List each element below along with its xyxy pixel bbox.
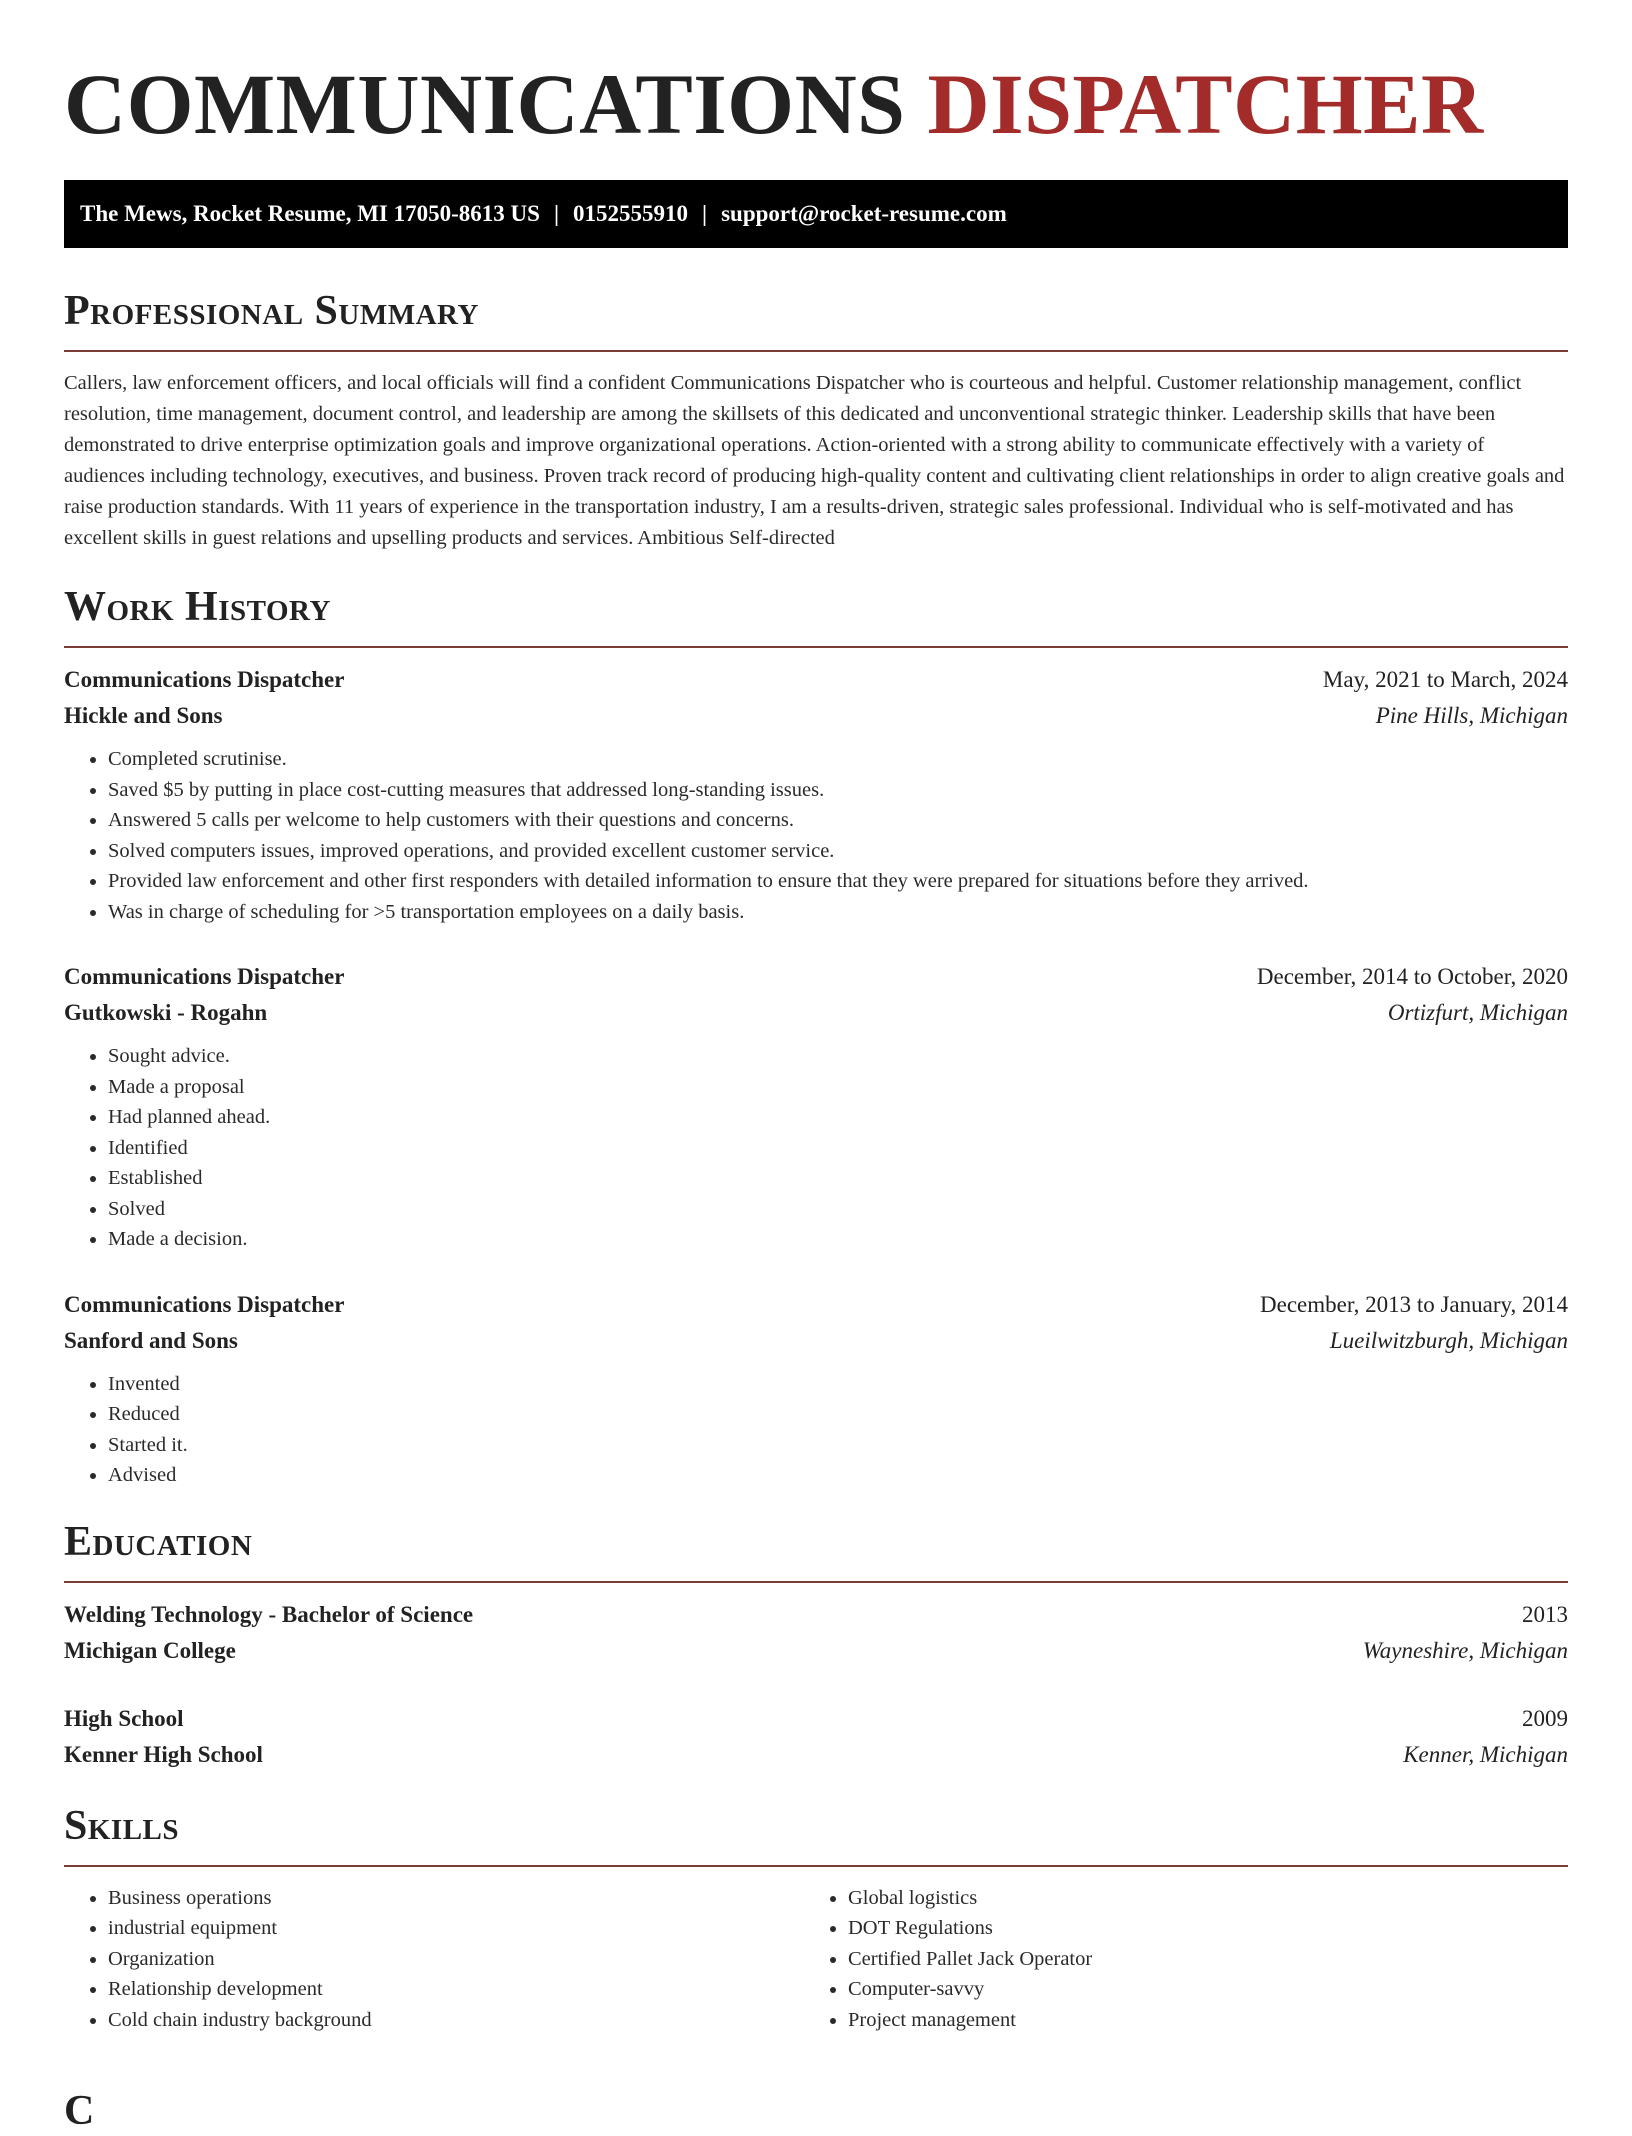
work-section <box>64 582 1568 1491</box>
education-degree: Welding Technology - Bachelor of Science <box>64 1601 474 1627</box>
list-item: • DOT Regulations <box>848 1913 1544 1944</box>
section-title-partial: C <box>64 2088 95 2134</box>
resume-name-heading <box>64 0 1568 152</box>
list-item: • Global logistics <box>848 1883 1544 1914</box>
job-entry <box>64 959 1568 1255</box>
job-company: Sanford and Sons <box>64 1327 238 1353</box>
list-item: • Sought advice. <box>108 1041 1568 1072</box>
contact-bar <box>64 180 1568 248</box>
education-entry <box>64 1701 1568 1773</box>
skills-list-right <box>804 1883 1544 2036</box>
list-item: • Solved <box>108 1194 1568 1225</box>
job-bullets <box>64 1369 1568 1491</box>
summary-text: Callers, law enforcement officers, and local officials will find a confident Communications Dispatcher who is courteous and helpful. Customer relationship management, conflict resolution, time management, document control, and leadership are among the skillsets of this dedicated and unconventional strategic thinker. Leadership skills that have been demonstrated to drive enterprise optimization goals and improve organizational operations. Action-oriented with a strong ability to communicate effectively with a variety of audiences including technology, executives, and business. Proven track record of producing high-quality content and cultivating client relationships in order to align creative goals and raise production standards. With 11 years of experience in the transportation industry, I am a results-driven, strategic sales professional. Individual who is self-motivated and has excellent skills in guest relations and upselling products and services. Ambitious Self-directed <box>64 372 1565 549</box>
section-title-skills: Skills <box>64 1802 180 1849</box>
job-dates: May, 2021 to March, 2024 <box>1322 667 1568 692</box>
section-title-summary: Professional Summary <box>64 288 479 334</box>
list-item: • Made a proposal <box>108 1072 1568 1103</box>
list-item: • Answered 5 calls per welcome to help customers with their questions and concerns. <box>108 805 1568 836</box>
job-header-row <box>64 959 1568 995</box>
job-bullets <box>64 744 1568 927</box>
list-item: • Business operations <box>108 1883 804 1914</box>
education-entry <box>64 1597 1568 1669</box>
list-item: • Certified Pallet Jack Operator <box>848 1944 1544 1975</box>
list-item: • Had planned ahead. <box>108 1102 1568 1133</box>
job-company: Hickle and Sons <box>64 703 223 728</box>
education-degree: High School <box>64 1705 184 1731</box>
list-item: • Established <box>108 1163 1568 1194</box>
list-item: • Identified <box>108 1133 1568 1164</box>
job-header-row <box>64 662 1568 698</box>
list-item: • Organization <box>108 1944 804 1975</box>
contact-address: The Mews, Rocket Resume, MI 17050-8613 US <box>80 201 540 226</box>
list-item: • Project management <box>848 2005 1544 2036</box>
job-dates: December, 2013 to January, 2014 <box>1260 1291 1568 1317</box>
job-role: Communications Dispatcher <box>64 1291 345 1317</box>
job-dates: December, 2014 to October, 2020 <box>1256 964 1568 989</box>
job-role: Communications Dispatcher <box>64 667 345 692</box>
name-first: COMMUNICATIONS <box>64 56 906 152</box>
skills-section <box>64 1801 1568 2036</box>
education-school-row <box>64 1737 1568 1773</box>
list-item: • Computer-savvy <box>848 1974 1544 2005</box>
education-degree-row <box>64 1597 1568 1633</box>
resume-page <box>64 0 1568 2134</box>
job-company-row <box>64 1323 1568 1359</box>
education-location: Wayneshire, Michigan <box>1362 1637 1568 1663</box>
list-item: • Started it. <box>108 1430 1568 1461</box>
job-location: Lueilwitzburgh, Michigan <box>1329 1327 1568 1353</box>
education-section <box>64 1517 1568 1773</box>
job-company-row <box>64 995 1568 1031</box>
contact-email[interactable]: support@rocket-resume.com <box>721 201 1007 226</box>
job-company: Gutkowski - Rogahn <box>64 1000 268 1025</box>
section-divider <box>64 1865 1568 1867</box>
education-location: Kenner, Michigan <box>1403 1741 1568 1767</box>
contact-separator: | <box>702 201 708 226</box>
job-entry <box>64 1287 1568 1491</box>
education-degree-row <box>64 1701 1568 1737</box>
list-item: • Made a decision. <box>108 1224 1568 1255</box>
section-divider <box>64 646 1568 648</box>
summary-section <box>64 286 1568 554</box>
section-title-work: Work History <box>64 584 331 630</box>
education-school: Michigan College <box>64 1637 236 1663</box>
section-title-education: Education <box>64 1518 253 1565</box>
contact-phone[interactable]: 0152555910 <box>573 201 689 226</box>
list-item: • Solved computers issues, improved operations, and provided excellent customer service. <box>108 836 1568 867</box>
list-item: • Provided law enforcement and other first responders with detailed information to ensure that they were prepared for situations before they arrived. <box>108 866 1568 897</box>
list-item: • Was in charge of scheduling for >5 transportation employees on a daily basis. <box>108 897 1568 928</box>
list-item: • Advised <box>108 1460 1568 1491</box>
job-location: Pine Hills, Michigan <box>1375 703 1568 728</box>
list-item: • Reduced <box>108 1399 1568 1430</box>
job-role: Communications Dispatcher <box>64 964 345 989</box>
education-school: Kenner High School <box>64 1741 263 1767</box>
skills-list-left <box>64 1883 804 2036</box>
job-header-row <box>64 1287 1568 1323</box>
job-bullets <box>64 1041 1568 1255</box>
section-divider <box>64 1581 1568 1583</box>
list-item: • Relationship development <box>108 1974 804 2005</box>
name-last: DISPATCHER <box>927 56 1484 152</box>
list-item: • Saved $5 by putting in place cost-cutting measures that addressed long-standing issues. <box>108 775 1568 806</box>
list-item: • industrial equipment <box>108 1913 804 1944</box>
job-location: Ortizfurt, Michigan <box>1387 1000 1568 1025</box>
job-company-row <box>64 698 1568 734</box>
section-divider <box>64 350 1568 352</box>
skills-grid <box>64 1883 1568 2036</box>
education-year: 2013 <box>1522 1601 1568 1627</box>
education-school-row <box>64 1633 1568 1669</box>
list-item: • Cold chain industry background <box>108 2005 804 2036</box>
contact-separator: | <box>553 201 560 226</box>
list-item: • Completed scrutinise. <box>108 744 1568 775</box>
education-year: 2009 <box>1522 1705 1568 1731</box>
job-entry <box>64 662 1568 927</box>
list-item: • Invented <box>108 1369 1568 1400</box>
